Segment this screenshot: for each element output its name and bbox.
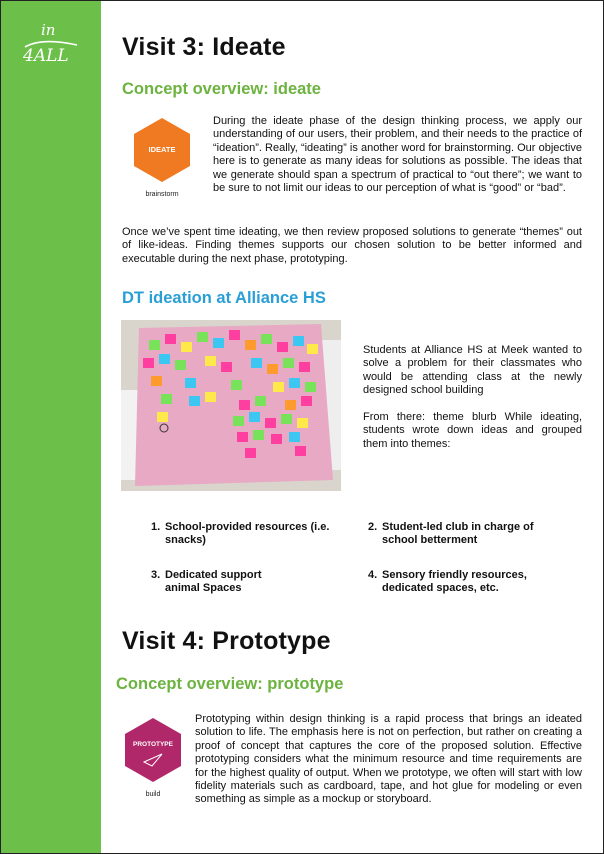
svg-text:in: in (41, 21, 56, 39)
visit4-paragraph1: Prototyping within design thinking is a rapid process that brings an ideated solution to life. The emphasis here is not on perfection, but rather on creating a proof of concept that captures the core of the proposed solution. Effective prototyping considers what the minimum resource and time requirements are for the highest quality of output. When we prototype, we often will start with low fidelity materials such as cardboard, tape, and hot glue for modeling or even something as simple as a mockup or storyboard. (195, 713, 582, 806)
alliance-text1: Students at Alliance HS at Meek wanted to solve a problem for their classmates who would be attending class at the newly designed school building (363, 344, 582, 397)
alliance-heading: DT ideation at Alliance HS (122, 289, 326, 307)
svg-text:IDEATE: IDEATE (148, 145, 176, 154)
alliance-text2: From there: theme blurb While ideating, students wrote down ideas and grouped them into themes: (363, 411, 582, 450)
ideate-hexagon-icon (131, 116, 193, 184)
sticky-notes-image (121, 320, 341, 491)
ideate-caption: brainstorm (145, 191, 179, 198)
theme-item-4: 4. Sensory friendly resources, dedicated spaces, etc. (368, 569, 527, 595)
sticky-notes-photo (121, 320, 341, 491)
visit3-title: Visit 3: Ideate (122, 33, 286, 61)
svg-text:PROTOTYPE: PROTOTYPE (133, 741, 173, 748)
visit4-title: Visit 4: Prototype (122, 627, 331, 655)
visit3-paragraph2: Once we’ve spent time ideating, we then review proposed solutions to generate “themes” out of like-ideas. Finding themes supports our chosen solution to be better informed and executable during the next phase, prototyping. (122, 226, 582, 265)
in4all-logo-icon (19, 19, 83, 67)
visit4-concept-heading: Concept overview: prototype (116, 675, 344, 693)
green-sidebar (1, 1, 101, 853)
visit3-paragraph1: During the ideate phase of the design thinking process, we apply our understanding of our users, their problem, and their needs to the practice of “ideation”. Really, “ideating” is another word for brainstorming. Our objective here is to generate as many ideas for solutions as possible. The ideas that we generate should span a spectrum of practical to “out there”; we want to be sure to not limit our ideas to our perception of what is “good” or “bad”. (213, 115, 582, 195)
ideate-badge (127, 116, 197, 198)
theme-item-3: 3. Dedicated support animal Spaces (151, 569, 262, 595)
svg-text:4ALL: 4ALL (23, 46, 69, 66)
visit3-concept-heading: Concept overview: ideate (122, 80, 321, 98)
prototype-badge (118, 716, 188, 798)
prototype-caption: build (145, 791, 161, 798)
theme-item-1: 1. School-provided resources (i.e. snacks) (151, 521, 330, 547)
prototype-hexagon-icon (122, 716, 184, 784)
theme-item-2: 2. Student-led club in charge of school betterment (368, 521, 534, 547)
